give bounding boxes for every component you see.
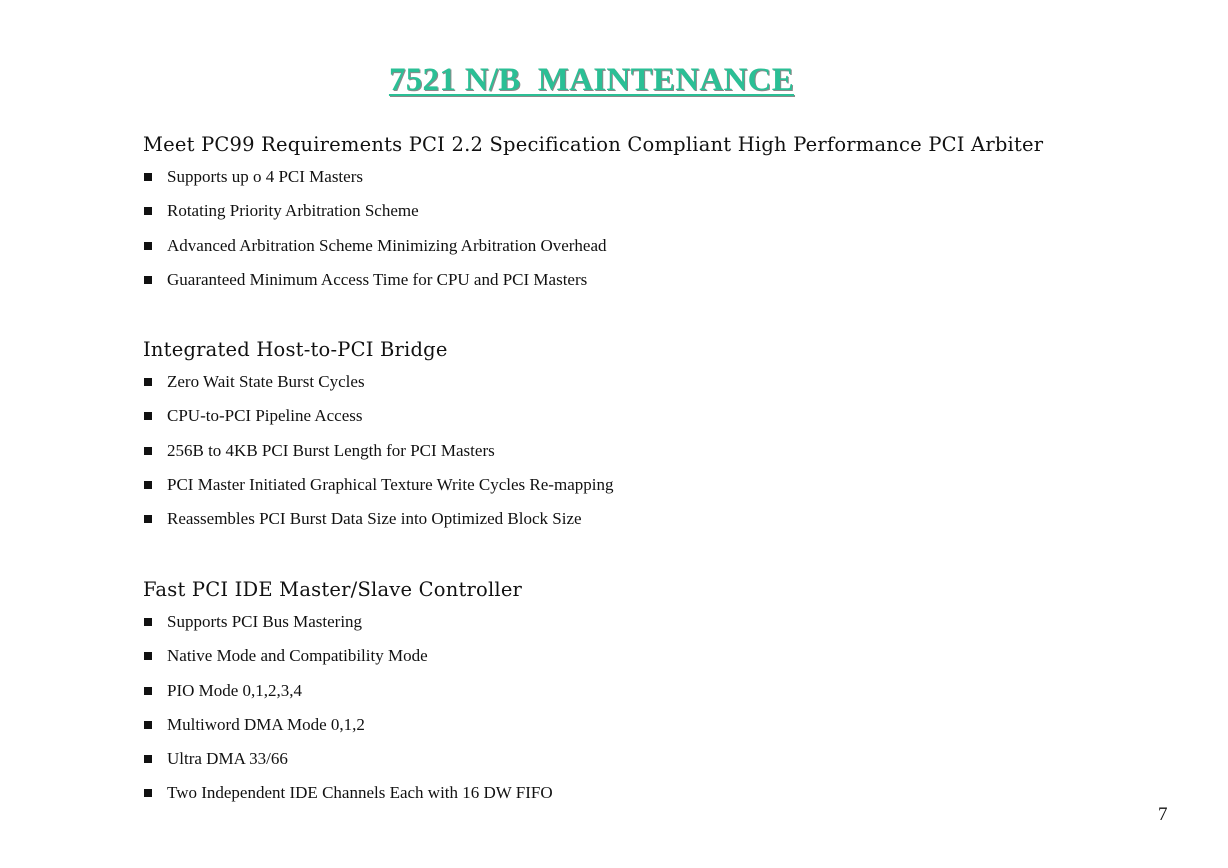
list-item	[143, 160, 1203, 194]
list-item-text: Native Mode and Compatibility Mode	[167, 646, 428, 666]
list-item	[143, 194, 1203, 228]
bullet-list	[143, 365, 1203, 536]
square-bullet-icon	[144, 378, 152, 386]
square-bullet-icon	[144, 652, 152, 660]
list-item	[143, 399, 1203, 433]
section-ide-controller	[143, 575, 1203, 811]
list-item	[143, 365, 1203, 399]
list-item-text: CPU-to-PCI Pipeline Access	[167, 406, 363, 426]
list-item	[143, 263, 1203, 297]
page-title: 7521 N/B MAINTENANCE	[388, 62, 795, 98]
square-bullet-icon	[144, 789, 152, 797]
square-bullet-icon	[144, 173, 152, 181]
square-bullet-icon	[144, 755, 152, 763]
list-item-text: Two Independent IDE Channels Each with 16 DW FIFO	[167, 783, 553, 803]
list-item	[143, 674, 1203, 708]
list-item-text: PCI Master Initiated Graphical Texture Write Cycles Re-mapping	[167, 474, 614, 494]
list-item	[143, 708, 1203, 742]
list-item	[143, 742, 1203, 776]
section-host-to-pci-bridge	[143, 335, 1203, 536]
page-number: 7	[1158, 804, 1168, 825]
list-item-text: Supports up o 4 PCI Masters	[167, 167, 363, 186]
list-item-text: PIO Mode 0,1,2,3,4	[167, 680, 303, 700]
list-item-text: Advanced Arbitration Scheme Minimizing Arbitration Overhead	[167, 235, 607, 255]
square-bullet-icon	[144, 412, 152, 420]
square-bullet-icon	[144, 447, 152, 455]
list-item-text: Reassembles PCI Burst Data Size into Optimized Block Size	[167, 509, 582, 529]
square-bullet-icon	[144, 687, 152, 695]
list-item	[143, 434, 1203, 468]
list-item-text: Multiword DMA Mode 0,1,2	[167, 714, 365, 734]
list-item	[143, 776, 1203, 810]
list-item	[143, 605, 1203, 639]
list-item-text: Guaranteed Minimum Access Time for CPU and PCI Masters	[167, 269, 588, 289]
list-item-text: Rotating Priority Arbitration Scheme	[167, 201, 419, 221]
square-bullet-icon	[144, 276, 152, 284]
section-pci-arbiter	[143, 130, 1203, 297]
section-heading: Meet PC99 Requirements PCI 2.2 Specification Compliant High Performance PCI Arbiter	[143, 133, 1044, 156]
list-item-text: 256B to 4KB PCI Burst Length for PCI Masters	[167, 440, 495, 460]
square-bullet-icon	[144, 481, 152, 489]
square-bullet-icon	[144, 515, 152, 523]
section-heading: Fast PCI IDE Master/Slave Controller	[143, 578, 523, 601]
list-item-text: Zero Wait State Burst Cycles	[167, 372, 365, 391]
list-item	[143, 468, 1203, 502]
bullet-list	[143, 160, 1203, 297]
square-bullet-icon	[144, 207, 152, 215]
list-item	[143, 639, 1203, 673]
square-bullet-icon	[144, 242, 152, 250]
bullet-list	[143, 605, 1203, 811]
section-heading: Integrated Host-to-PCI Bridge	[143, 338, 448, 361]
square-bullet-icon	[144, 618, 152, 626]
list-item-text: Supports PCI Bus Mastering	[167, 612, 363, 631]
list-item	[143, 502, 1203, 536]
list-item	[143, 229, 1203, 263]
square-bullet-icon	[144, 721, 152, 729]
list-item-text: Ultra DMA 33/66	[167, 749, 288, 769]
